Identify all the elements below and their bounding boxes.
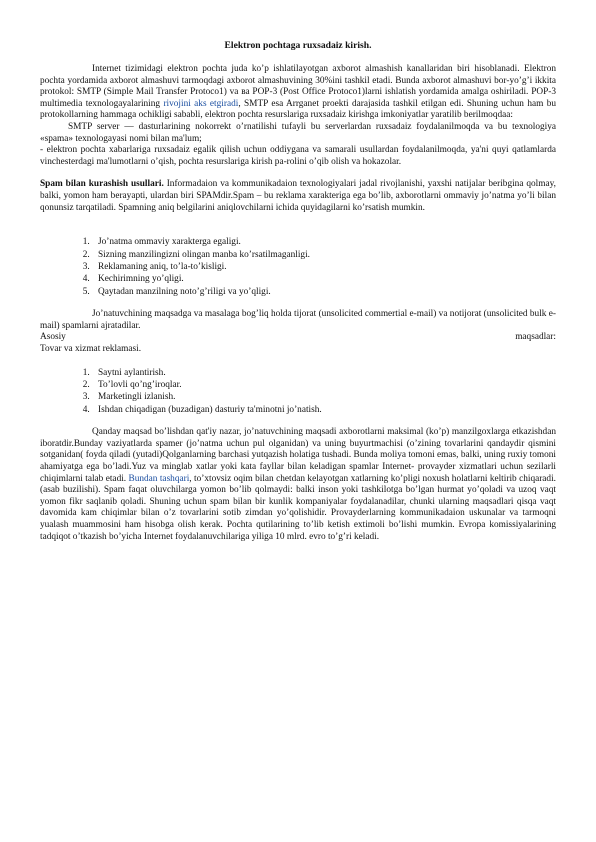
list-item: 1. Saytni aylantirish. xyxy=(92,367,556,379)
final-paragraph xyxy=(40,427,556,543)
final-text-2: , to’xtovsiz oqim bilan chetdan kelayotgan xatlarning ko’pligi noxush holatlarni keltirib chiqaradi. (asab buzilishi). Spam faqat oluvchilarga yomon bo’lib qolmaydi: balki inson yoki tashkilotga bo’lgan hurmat yo’qoladi va uzoq vaqt yomon fikr saqlanib qoladi. Shuning uchun spam bilan bir kunlik kompaniyalar foydalanadilar, chunki ularning maqsadlari qisqa vaqt davomida kam chiqimlar bilan o’z tovarlarini sotib zimdan yo’qolishidir. Provayderlarning kommunikadaion uskunalar va tarmoqni yualash muammosini ham hisobga olish kerak. Pochta qutilarining to’lib ketish extimoli bo’lishi mumkin. Evropa komissiyalarining tadqiqot o’tkazish bo’yicha Internet foydalanuvchilariga yiliga 10 mlrd. evro to’g’ri keladi. xyxy=(40,473,556,542)
spam-paragraph xyxy=(40,179,556,214)
final-text-1: Qanday maqsad bo’lishdan qat'iy nazar, jo’natuvchining maqsadi axborotlarni maksimal (ko’p) manzilgoxlarga etkazishdan iboratdir.Bunday vaziyatlarda spamer (jo’natma uchun pul olganidan) va uning buyurtmachisi (o’zining tovarlarini qandaydir qismini sotganidan( foyda qiladi (yutadi)Qolganlarning barchasi yutqazish holatiga tushadi. Bunda moliya tomoni emas, balki, uning ruxiy tomoni ahamiyatga ega bo’ladi.Yuz va minglab xatlar yoki kata fayllar bilan keladigan spamlar Internet- provayder xizmatlari uchun sezilarli chiqimlarni talab etadi. xyxy=(40,427,556,484)
intro-text-2: , SMTP esa Arrganet proekti darajasida tashkil etilgan edi. Shuning uchun ham bu protokollarning hammaga ochikligi sababli, elektron pochta resurslariga ruxsadaiz kirishga imkoniyatlar yaratilib berilmoqdaa: xyxy=(40,98,556,121)
smtp-paragraph: SMTP server — dasturlarining nokorrekt o’rnatilishi tufayli bu serverlardan ruxsadaiz foydalanilmoqda va bu texnologiya «spama» texnologayasi nomi bilan ma'lum; xyxy=(40,121,556,144)
spam-signs-list xyxy=(40,236,556,298)
unsolicited-paragraph: Jo’natuvchining maqsadga va masalaga bog’liq holda tijorat (unsolicited commertial e-mail) va notijorat (unsolicited bulk e-mail) spamlarni ajratadilar. xyxy=(40,309,556,331)
spam-heading: Spam bilan kurashish usullari. xyxy=(40,179,164,190)
asosiy-right: maqsadlar: xyxy=(515,332,556,343)
list-item: 1. Jo’natma ommaviy xarakterga egaligi. xyxy=(92,236,556,248)
list-item: 4. Kechirimning yo’qligi. xyxy=(92,273,556,285)
tovar-line: Tovar va xizmat reklamasi. xyxy=(40,343,142,354)
asosiy-left: Asosiy xyxy=(40,332,66,343)
final-link[interactable]: Bundan tashqari xyxy=(128,473,190,484)
list-item: 3. Marketingli izlanish. xyxy=(92,391,556,403)
asosiy-line xyxy=(40,332,556,344)
dash-paragraph: - elektron pochta xabarlariga ruxsadaiz egalik qilish uchun oddiygana va samarali usullardan foydalanilmoqda, ya'ni quyi qatlamlarda vinchesterdagi ma'lumotlarni o’qish, pochta resurslariga kirish pa-rolini o’qib olish va hokazolar. xyxy=(40,145,556,167)
goals-list xyxy=(40,367,556,417)
intro-text-1: Internet tizimidagi elektron pochta juda ko’p ishlatilayotgan axborot almashish kanallaridan biri hisoblanadi. Elektron pochta yordamida axborot almashuvi tarmoqdagi axborot almashuvining 30%ini tashkil etadi. Bunda axborot almashuvi bor-yo’g’i ikkita protokol: SMTP (Simple Mail Transfer Protoco1) va ва POP-3 (Post Office Protoco1)larni ishlatish yordamida amalga oshiriladi. POP-3 multimedia texnologayalarining xyxy=(40,64,556,109)
document-title: Elektron pochtaga ruxsadaiz kirish. xyxy=(224,40,372,51)
list-item: 5. Qaytadan manzilning noto’g’riligi va yo’qligi. xyxy=(92,286,556,298)
spam-text: Informadaion va kommunikadaion texnologiyalari jadal rivojlanishi, yaxshi natijalar beribgina qolmay, balki, yomon ham berayapti, ulardan biri SPAMdir.Spam – bu reklama xarakteriga ega bo’lib, axborotlarni ommaviy jo’natma yo’li bilan qonunsiz tarqatiladi. Spamning aniq belgilarini aniqlovchilarni ichida quyidagilarni ko’rsatish mumkin. xyxy=(40,179,556,213)
list-item: 2. To’lovli qo’ng’iroqlar. xyxy=(92,379,556,391)
list-item: 3. Reklamaning aniq, to’la-to’kisligi. xyxy=(92,261,556,273)
intro-paragraph xyxy=(40,64,556,122)
intro-link[interactable]: rivojini aks etgiradi xyxy=(163,98,239,109)
list-item: 4. Ishdan chiqadigan (buzadigan) dasturiy ta'minotni jo’natish. xyxy=(92,404,556,416)
list-item: 2. Sizning manzilingizni olingan manba ko’rsatilmaganligi. xyxy=(92,249,556,261)
